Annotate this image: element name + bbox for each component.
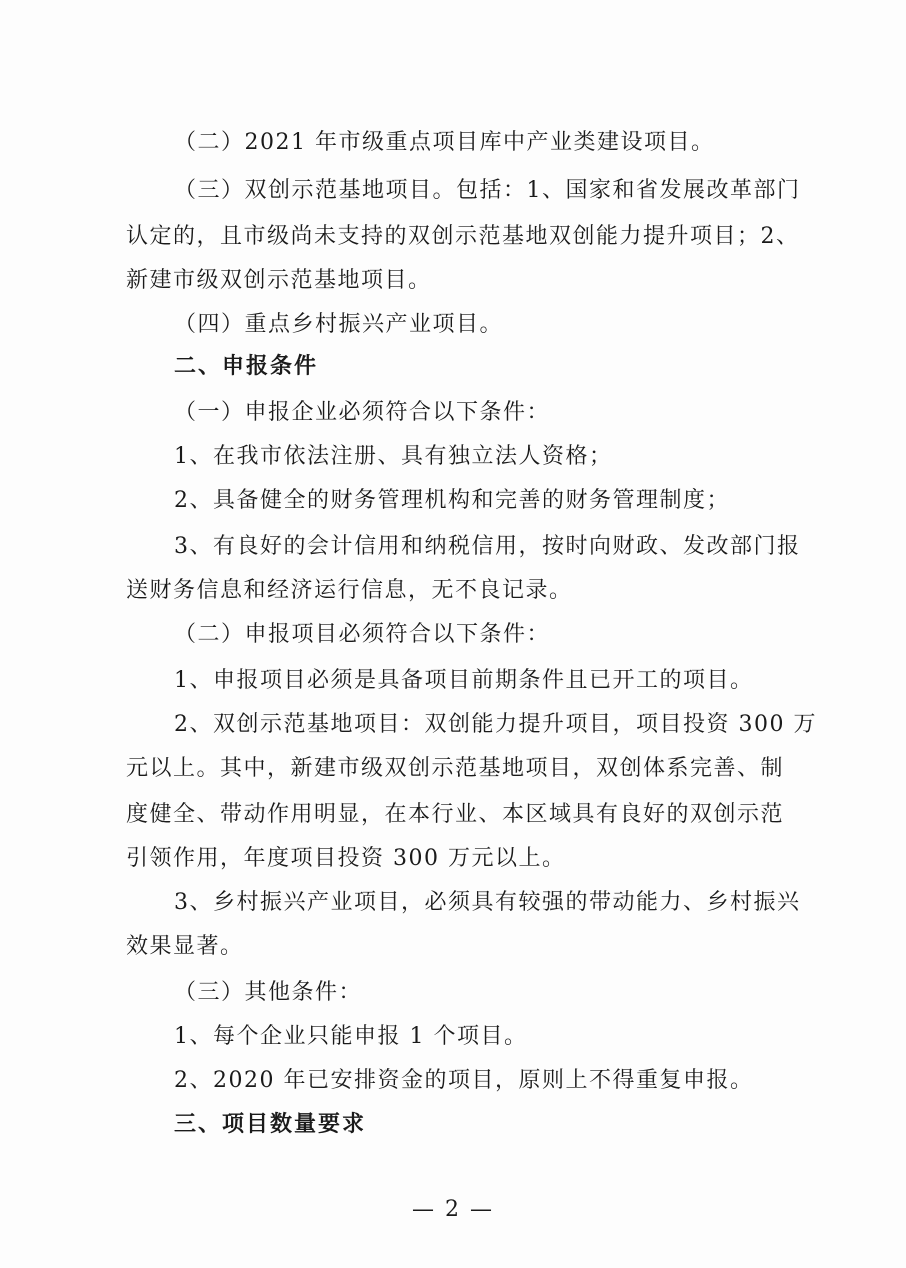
paragraph-line: 元以上。其中，新建市级双创示范基地项目，双创体系完善、制 <box>126 756 785 781</box>
paragraph-line: （四）重点乡村振兴产业项目。 <box>174 312 504 337</box>
paragraph-line: 2、具备健全的财务管理机构和完善的财务管理制度； <box>174 488 730 513</box>
paragraph-line: （二）2021 年市级重点项目库中产业类建设项目。 <box>174 130 715 155</box>
paragraph-line: 送财务信息和经济运行信息，无不良记录。 <box>126 578 573 603</box>
paragraph-line: 效果显著。 <box>126 934 244 959</box>
page-number: — 2 — <box>412 1197 494 1222</box>
paragraph-line: （二）申报项目必须符合以下条件： <box>174 622 551 647</box>
paragraph-line: 3、乡村振兴产业项目，必须具有较强的带动能力、乡村振兴 <box>174 890 801 915</box>
section-heading: 三、项目数量要求 <box>174 1112 367 1137</box>
paragraph-line: （三）其他条件： <box>174 980 363 1005</box>
paragraph-line: 度健全、带动作用明显，在本行业、本区域具有良好的双创示范 <box>126 802 785 827</box>
paragraph-line: 1、每个企业只能申报 1 个项目。 <box>174 1024 528 1049</box>
paragraph-line: 1、在我市依法注册、具有独立法人资格； <box>174 444 613 469</box>
paragraph-line: 3、有良好的会计信用和纳税信用，按时向财政、发改部门报 <box>174 534 801 559</box>
paragraph-line: 新建市级双创示范基地项目。 <box>126 268 432 293</box>
section-heading: 二、申报条件 <box>174 354 319 379</box>
paragraph-line: （三）双创示范基地项目。包括：1、国家和省发展改革部门 <box>174 178 801 203</box>
paragraph-line: 引领作用，年度项目投资 300 万元以上。 <box>126 846 566 871</box>
paragraph-line: 1、申报项目必须是具备项目前期条件且已开工的项目。 <box>174 668 754 693</box>
paragraph-line: 认定的，且市级尚未支持的双创示范基地双创能力提升项目；2、 <box>126 224 800 249</box>
paragraph-line: 2、双创示范基地项目：双创能力提升项目，项目投资 300 万 <box>174 712 817 737</box>
paragraph-line: 2、2020 年已安排资金的项目，原则上不得重复申报。 <box>174 1068 754 1093</box>
paragraph-line: （一）申报企业必须符合以下条件： <box>174 400 551 425</box>
